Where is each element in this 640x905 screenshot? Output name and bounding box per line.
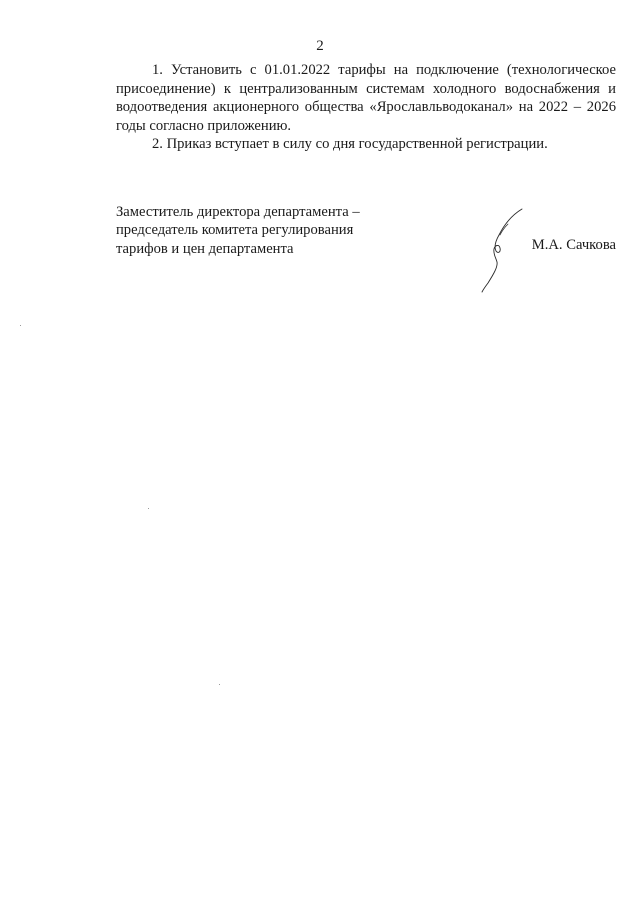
signer-name: М.А. Сачкова xyxy=(531,237,616,253)
handwritten-signature xyxy=(478,205,538,295)
signer-position xyxy=(116,203,416,258)
scan-speck xyxy=(20,325,21,326)
order-body xyxy=(116,61,616,154)
scan-speck xyxy=(148,508,149,509)
signer-position-line-2: председатель комитета регулирования xyxy=(116,222,354,239)
signer-position-line-1: Заместитель директора департамента – xyxy=(116,204,360,220)
order-paragraph-1: 1. Установить с 01.01.2022 тарифы на подключение (технологическое присоединение) к централизованным системам холодного водоснабжения и водоотведения акционерного общества «Ярославльводоканал» на 2022 – 2026 годы согласно приложению. xyxy=(116,62,616,134)
scan-speck xyxy=(219,684,220,685)
page-number: 2 xyxy=(316,38,324,54)
order-paragraph-2: 2. Приказ вступает в силу со дня государственной регистрации. xyxy=(152,136,548,153)
signer-position-line-3: тарифов и цен департамента xyxy=(116,240,294,257)
signature-block xyxy=(116,203,616,293)
